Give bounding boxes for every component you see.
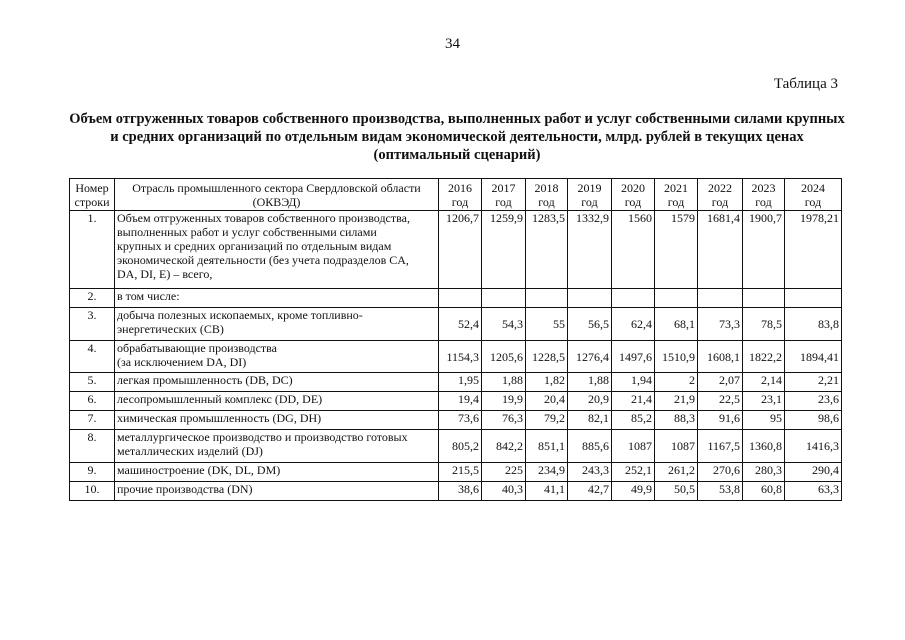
header-year-value: 2020 (621, 181, 645, 195)
row-value: 1087 (655, 430, 698, 463)
row-value: 1416,3 (785, 430, 842, 463)
row-value (655, 289, 698, 308)
row-name-line: энергетических (CB) (117, 322, 224, 336)
header-year-value: 2016 (448, 181, 472, 195)
row-value: 215,5 (439, 463, 482, 482)
row-value: 234,9 (526, 463, 568, 482)
row-value (526, 289, 568, 308)
row-value: 88,3 (655, 411, 698, 430)
row-value: 1,82 (526, 373, 568, 392)
row-name-line: крупных и средних организаций по отдельным видам (117, 239, 392, 253)
row-value: 21,4 (612, 392, 655, 411)
row-value: 1,88 (482, 373, 526, 392)
row-value: 95 (743, 411, 785, 430)
row-value: 1510,9 (655, 341, 698, 373)
row-name (115, 373, 439, 392)
header-year-unit: год (495, 195, 512, 209)
table-row (70, 482, 842, 501)
table-row (70, 373, 842, 392)
row-value: 842,2 (482, 430, 526, 463)
row-value (698, 289, 743, 308)
row-value: 1167,5 (698, 430, 743, 463)
header-year-unit: год (667, 195, 685, 209)
row-name-line: металлических изделий (DJ) (117, 444, 263, 458)
table-row (70, 463, 842, 482)
header-year (568, 179, 612, 211)
header-year-unit: год (711, 195, 729, 209)
row-value: 23,1 (743, 392, 785, 411)
data-table (69, 178, 842, 501)
row-name-line: прочие производства (DN) (117, 482, 253, 496)
row-value: 49,9 (612, 482, 655, 501)
row-value: 261,2 (655, 463, 698, 482)
row-value: 78,5 (743, 308, 785, 341)
header-year (743, 179, 785, 211)
header-row (70, 179, 842, 211)
header-year-value: 2017 (491, 181, 516, 195)
row-name-line: в том числе: (117, 289, 180, 303)
header-year-value: 2018 (534, 181, 559, 195)
row-value (482, 289, 526, 308)
row-value: 20,9 (568, 392, 612, 411)
row-name (115, 463, 439, 482)
row-value: 252,1 (612, 463, 655, 482)
row-value: 98,6 (785, 411, 842, 430)
row-value: 83,8 (785, 308, 842, 341)
header-year (526, 179, 568, 211)
header-year-unit: год (451, 195, 469, 209)
row-number: 9. (70, 463, 115, 482)
title-line: и средних организаций по отдельным видам экономической деятельности, млрд. рублей в текущих ценах (110, 129, 804, 145)
row-value: 1360,8 (743, 430, 785, 463)
row-name (115, 289, 439, 308)
table-row (70, 308, 842, 341)
row-value: 1283,5 (526, 211, 568, 289)
header-row-number (70, 179, 115, 211)
row-name-line: лесопромышленный комплекс (DD, DE) (117, 392, 323, 406)
row-value: 851,1 (526, 430, 568, 463)
row-name-line: Объем отгруженных товаров собственного производства, (117, 211, 410, 225)
row-name (115, 211, 439, 289)
header-year-unit: год (581, 195, 598, 209)
table-row (70, 341, 842, 373)
table-row (70, 411, 842, 430)
header-year (785, 179, 842, 211)
row-value: 270,6 (698, 463, 743, 482)
row-name (115, 430, 439, 463)
row-value: 50,5 (655, 482, 698, 501)
header-row-number-line: строки (74, 195, 110, 209)
row-value: 82,1 (568, 411, 612, 430)
row-value: 1560 (612, 211, 655, 289)
row-value: 1276,4 (568, 341, 612, 373)
row-value: 1206,7 (439, 211, 482, 289)
row-value: 1822,2 (743, 341, 785, 373)
row-name-line: обрабатывающие производства (117, 341, 277, 355)
row-value: 1681,4 (698, 211, 743, 289)
row-value: 2,21 (785, 373, 842, 392)
header-year-value: 2022 (708, 181, 732, 195)
table-row (70, 211, 842, 289)
row-value: 54,3 (482, 308, 526, 341)
row-value (785, 289, 842, 308)
row-value: 805,2 (439, 430, 482, 463)
row-value (439, 289, 482, 308)
row-value: 225 (482, 463, 526, 482)
row-value: 1579 (655, 211, 698, 289)
table-row (70, 392, 842, 411)
row-value: 1228,5 (526, 341, 568, 373)
row-value: 885,6 (568, 430, 612, 463)
row-value: 1,94 (612, 373, 655, 392)
row-name-line: химическая промышленность (DG, DH) (117, 411, 322, 425)
row-value: 1154,3 (439, 341, 482, 373)
table-row (70, 289, 842, 308)
row-number: 6. (70, 392, 115, 411)
row-name (115, 308, 439, 341)
row-name (115, 411, 439, 430)
row-value: 1,95 (439, 373, 482, 392)
header-industry (115, 179, 439, 211)
row-value: 20,4 (526, 392, 568, 411)
row-number: 7. (70, 411, 115, 430)
title-line: Объем отгруженных товаров собственного производства, выполненных работ и услуг собственными силами крупных (69, 111, 845, 127)
row-value: 1900,7 (743, 211, 785, 289)
row-value: 1894,41 (785, 341, 842, 373)
row-value: 76,3 (482, 411, 526, 430)
row-value: 42,7 (568, 482, 612, 501)
row-value: 41,1 (526, 482, 568, 501)
table-label: Таблица 3 (773, 76, 838, 92)
row-name-line: металлургическое производство и производство готовых (117, 430, 408, 444)
row-value: 73,3 (698, 308, 743, 341)
row-value: 19,4 (439, 392, 482, 411)
row-value: 85,2 (612, 411, 655, 430)
row-value: 73,6 (439, 411, 482, 430)
header-year-value: 2024 (801, 181, 825, 195)
row-value: 1205,6 (482, 341, 526, 373)
row-value: 91,6 (698, 411, 743, 430)
row-value: 68,1 (655, 308, 698, 341)
row-value: 52,4 (439, 308, 482, 341)
row-name-line: легкая промышленность (DB, DC) (117, 373, 293, 387)
row-value: 1332,9 (568, 211, 612, 289)
row-name-line: (за исключением DA, DI) (117, 355, 247, 369)
row-value: 55 (526, 308, 568, 341)
row-value: 243,3 (568, 463, 612, 482)
row-value: 1259,9 (482, 211, 526, 289)
header-year-unit: год (624, 195, 642, 209)
header-industry-line: (ОКВЭД) (252, 195, 301, 209)
title-line: (оптимальный сценарий) (373, 147, 541, 163)
row-value: 1978,21 (785, 211, 842, 289)
header-industry-line: Отрасль промышленного сектора Свердловской области (132, 181, 421, 195)
header-year (439, 179, 482, 211)
row-number: 2. (70, 289, 115, 308)
row-name (115, 341, 439, 373)
row-name-line: машиностроение (DK, DL, DM) (117, 463, 281, 477)
header-year (698, 179, 743, 211)
row-value: 38,6 (439, 482, 482, 501)
header-row-number-line: Номер (75, 181, 109, 195)
row-value (568, 289, 612, 308)
row-value: 22,5 (698, 392, 743, 411)
row-name-line: выполненных работ и услуг собственными силами (117, 225, 377, 239)
row-name (115, 392, 439, 411)
row-value: 40,3 (482, 482, 526, 501)
row-number: 10. (70, 482, 115, 501)
row-value: 1497,6 (612, 341, 655, 373)
row-value: 1,88 (568, 373, 612, 392)
row-value (612, 289, 655, 308)
row-value: 290,4 (785, 463, 842, 482)
page-number: 34 (445, 36, 460, 52)
row-value: 21,9 (655, 392, 698, 411)
header-year (655, 179, 698, 211)
header-year-unit: год (538, 195, 555, 209)
table-row (70, 430, 842, 463)
row-value: 53,8 (698, 482, 743, 501)
row-value: 1608,1 (698, 341, 743, 373)
row-number: 4. (70, 341, 115, 373)
row-value: 62,4 (612, 308, 655, 341)
row-number: 3. (70, 308, 115, 341)
row-number: 8. (70, 430, 115, 463)
row-value: 23,6 (785, 392, 842, 411)
row-value: 280,3 (743, 463, 785, 482)
row-name (115, 482, 439, 501)
row-name-line: DA, DI, E) – всего, (117, 267, 213, 281)
row-value: 19,9 (482, 392, 526, 411)
row-value: 2,14 (743, 373, 785, 392)
row-number: 5. (70, 373, 115, 392)
row-value: 2,07 (698, 373, 743, 392)
header-year-unit: год (755, 195, 772, 209)
row-value: 63,3 (785, 482, 842, 501)
header-year-unit: год (804, 195, 822, 209)
row-name-line: экономической деятельности (без учета подразделов CA, (117, 253, 409, 267)
table-title (60, 110, 854, 164)
row-value: 2 (655, 373, 698, 392)
row-name-line: добыча полезных ископаемых, кроме топливно- (117, 308, 363, 322)
row-value: 56,5 (568, 308, 612, 341)
row-number: 1. (70, 211, 115, 289)
header-year-value: 2021 (664, 181, 688, 195)
row-value: 79,2 (526, 411, 568, 430)
header-year-value: 2023 (751, 181, 776, 195)
row-value: 60,8 (743, 482, 785, 501)
header-year (612, 179, 655, 211)
row-value (743, 289, 785, 308)
row-value: 1087 (612, 430, 655, 463)
header-year-value: 2019 (577, 181, 602, 195)
header-year (482, 179, 526, 211)
